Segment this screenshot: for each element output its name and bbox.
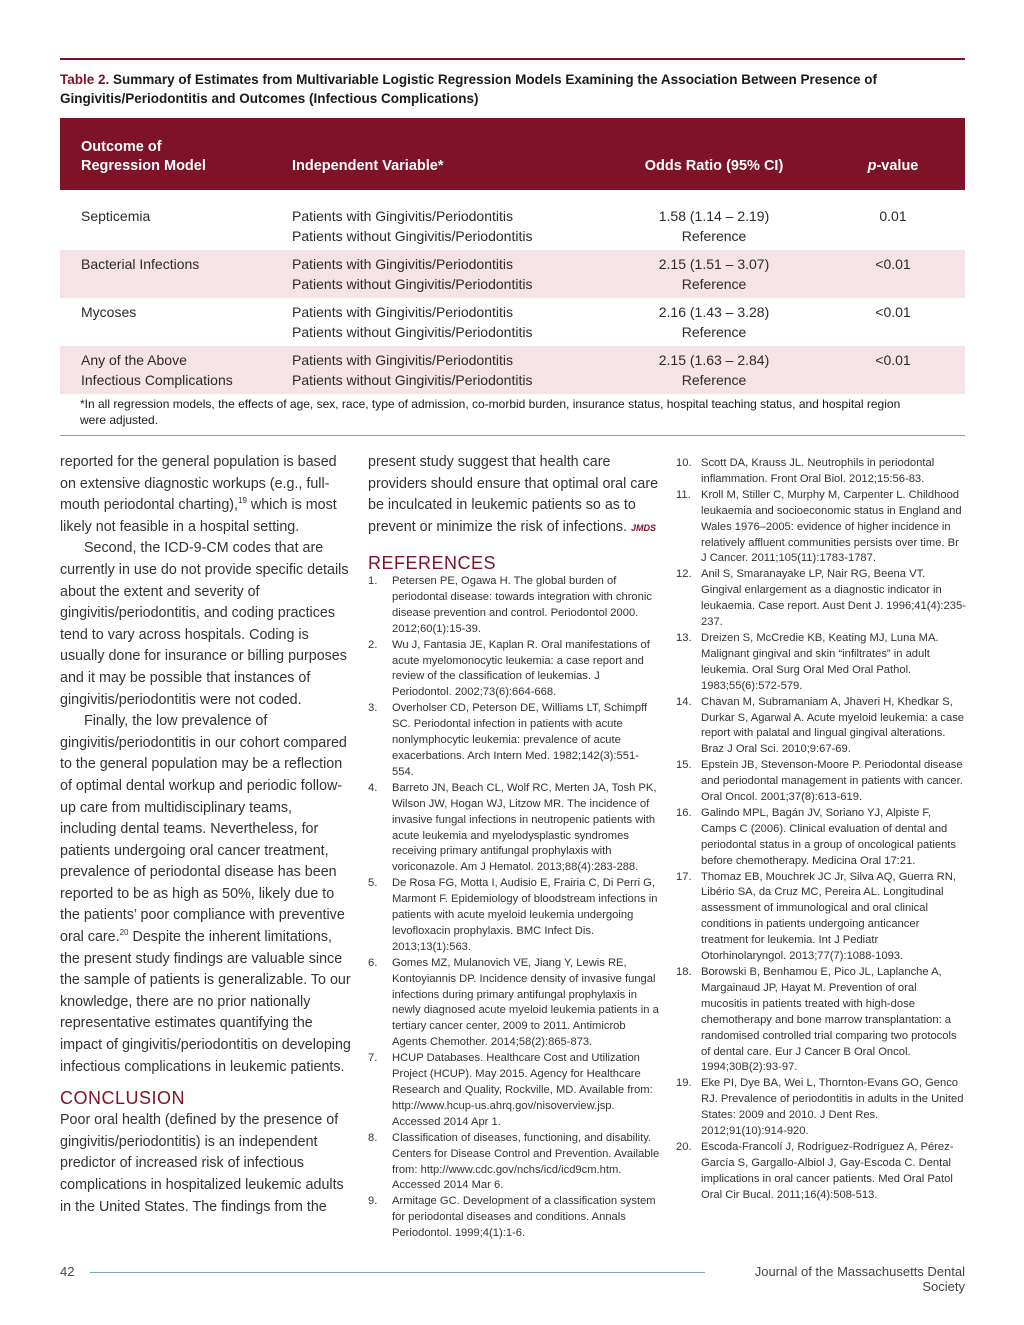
cell-independent xyxy=(292,302,632,342)
cell-independent xyxy=(292,350,632,390)
reference-item xyxy=(676,567,966,631)
ref-number: 7. xyxy=(368,1052,378,1065)
para3-text: Finally, the low prevalence of gingivitis/periodontitis in our cohort compared to the general population may be a reflection of optimal dental workup and periodic follow-up care from multidisciplinary teams, including dental teams. Nevertheless, for patients undergoing oral cancer treatment, prevalence of periodontal disease has been reported to be as high as 50%, likely due to the patients’ poor compliance with preventive oral care. xyxy=(60,713,347,946)
table-row xyxy=(60,202,965,250)
reference-item xyxy=(368,876,660,956)
cell-p-value: <0.01 xyxy=(875,256,911,272)
col2-text: present study suggest that health care providers should ensure that optimal oral care be inculcated in leukemic patients so as to prevent or minimize the risk of infections. xyxy=(368,454,659,535)
ref-text: Dreizen S, McCredie KB, Keating MJ, Luna MA. Malignant gingival and skin “infiltrates” in adult leukemia. Oral Surg Oral Med Oral Pathol. 1983;55(6):572-579. xyxy=(701,631,939,692)
header-outcome xyxy=(81,138,206,176)
cell-p-value: <0.01 xyxy=(875,304,911,320)
ref-number: 4. xyxy=(368,781,378,794)
ref-text: Kroll M, Stiller C, Murphy M, Carpenter L. Childhood leukaemia and socioeconomic status in England and Wales 1976–2005: evidence of higher incidence in relatively affluent communities persists over time. Br J Cancer. 2011;105(11):1783-1787. xyxy=(701,488,962,565)
ref-text: Overholser CD, Peterson DE, Williams LT, Schimpff SC. Periodontal infection in patients with acute nonlymphocytic leukemia: prevalence of acute exacerbations. Arch Intern Med. 1982;142(3):551-554. xyxy=(392,702,648,778)
ref-text: Anil S, Smaranayake LP, Nair RG, Beena VT. Gingival enlargement as a diagnostic indicator in leukaemia. Case report. Aust Dent J. 1996;41(4):235-237. xyxy=(701,568,966,629)
ref-number: 5. xyxy=(368,877,378,890)
ref-number: 16. xyxy=(676,806,692,819)
ref-number: 6. xyxy=(368,956,378,969)
ref-text: Barreto JN, Beach CL, Wolf RC, Merten JA, Tosh PK, Wilson JW, Hogan WJ, Litzow MR. The incidence of invasive fungal infections in neutropenic patients with acute leukemia and myelodysplastic syndromes receiving primary antifungal prophylaxis with voriconazole. Am J Hematol. 2013;88(4):283-288. xyxy=(392,781,657,874)
references-list-part2 xyxy=(676,456,966,1204)
ref-number: 1. xyxy=(368,575,378,587)
reference-item xyxy=(676,488,966,568)
reference-item xyxy=(368,1131,660,1195)
table-footnote: *In all regression models, the effects of age, sex, race, type of admission, co-morbid burden, insurance status, hospital teaching status, and hospital region were adjusted. xyxy=(80,397,901,427)
cell-outcome xyxy=(81,254,281,274)
var-with: Patients with Gingivitis/Periodontitis xyxy=(292,304,513,320)
reference-item xyxy=(676,456,966,488)
ref-number: 12. xyxy=(676,568,692,581)
reference-item xyxy=(676,695,966,759)
reference-item xyxy=(368,638,660,702)
var-without: Patients without Gingivitis/Periodontitis xyxy=(292,372,533,388)
ref-text: Epstein JB, Stevenson-Moore P. Periodontal disease and periodontal management in patients with cancer. Oral Oncol. 2001;37(8):613-619. xyxy=(701,759,963,804)
outcome-line1: Septicemia xyxy=(81,208,151,224)
ref-text: Classification of diseases, functioning, and disability. Centers for Disease Control and Prevention. Available from: http://www.cdc.gov/nchs/icd/icd9cm.htm. Accessed 2014 Mar 6. xyxy=(392,1131,660,1192)
ref-text: De Rosa FG, Motta I, Audisio E, Frairia C, Di Perri G, Marmont F. Epidemiology of bloodstream infections in patients with acute myeloid leukemia undergoing levofloxacin prophylaxis. BMC Infect Dis. 2013;13(1):563. xyxy=(392,877,658,953)
outcome-line1: Any of the Above xyxy=(81,352,187,368)
ref-number: 14. xyxy=(676,695,692,708)
cell-outcome xyxy=(81,206,281,226)
ref-number: 20. xyxy=(676,1140,692,1153)
table-title: Summary of Estimates from Multivariable Logistic Regression Models Examining the Association Between Presence of Gingivitis/Periodontitis and Outcomes (Infectious Complications) xyxy=(60,72,877,106)
cell-odds-ratio xyxy=(634,206,794,246)
var-without: Patients without Gingivitis/Periodontitis xyxy=(292,276,533,292)
body-paragraph: Second, the ICD-9-CM codes that are currently in use do not provide specific details about the extent and severity of gingivitis/periodontitis, and coding practices tend to vary across hospitals. Coding is usually done for insurance or billing purposes and it may be possible that instances of gingivitis/periodontitis were not coded. xyxy=(60,540,349,708)
outcome-line2: Infectious Complications xyxy=(81,372,233,388)
table-label: Table 2. xyxy=(60,72,110,87)
ref-text: Eke PI, Dye BA, Wei L, Thornton-Evans GO, Genco RJ. Prevalence of periodontitis in adults in the United States: 2009 and 2010. J Dent Res. 2012;91(10):914-920. xyxy=(701,1077,964,1138)
header-p-italic: p xyxy=(867,158,877,174)
ref-text: Petersen PE, Ogawa H. The global burden of periodontal disease: towards integration with chronic disease prevention and control. Periodontol 2000. 2012;60(1):15-39. xyxy=(392,575,652,635)
section-divider xyxy=(60,435,965,436)
references-heading: REFERENCES xyxy=(368,553,497,574)
header-outcome-line2: Regression Model xyxy=(81,158,206,174)
footer-rule xyxy=(90,1272,705,1273)
body-paragraph xyxy=(368,452,660,539)
cell-odds-ratio xyxy=(634,350,794,390)
table-header xyxy=(60,118,965,190)
ref-number: 19. xyxy=(676,1077,692,1090)
ref-number: 9. xyxy=(368,1195,378,1208)
top-rule xyxy=(60,58,965,60)
outcome-line1: Bacterial Infections xyxy=(81,256,200,272)
citation-sup: 19 xyxy=(238,496,247,506)
ref-text: Armitage GC. Development of a classification system for periodontal diseases and conditions. Annals Periodontol. 1999;4(1):1-6. xyxy=(392,1195,656,1240)
para1-text-end: which is most likely not feasible in a hospital setting. xyxy=(60,497,337,535)
para3-text-end: Despite the inherent limitations, the present study findings are valuable since the sample of patients is generalizable. To our knowledge, there are no prior nationally representative estimates quantifying the impact of gingivitis/periodontitis on developing infectious complications in leukemic patients. xyxy=(60,929,351,1075)
ref-number: 15. xyxy=(676,759,692,772)
reference-item xyxy=(368,574,660,638)
table-row xyxy=(60,346,965,394)
cell-independent xyxy=(292,206,632,246)
or-value: 2.15 (1.51 – 3.07) xyxy=(658,256,770,272)
table-caption xyxy=(60,70,960,108)
reference-item xyxy=(676,1140,966,1204)
header-odds-ratio: Odds Ratio (95% CI) xyxy=(644,158,784,174)
or-reference: Reference xyxy=(681,228,747,244)
reference-item xyxy=(676,631,966,695)
or-reference: Reference xyxy=(681,372,747,388)
ref-number: 18. xyxy=(676,966,692,978)
body-paragraph xyxy=(60,711,352,1078)
header-outcome-line1: Outcome of xyxy=(81,139,162,155)
header-p-value xyxy=(828,157,958,176)
or-value: 2.15 (1.63 – 2.84) xyxy=(658,352,770,368)
ref-number: 2. xyxy=(368,638,378,651)
body-column-1 xyxy=(60,452,352,1218)
var-without: Patients without Gingivitis/Periodontitis xyxy=(292,228,533,244)
ref-text: Gomes MZ, Mulanovich VE, Jiang Y, Lewis RE, Kontoyiannis DP. Incidence density of invasive fungal infections during primary antifungal prophylaxis in newly diagnosed acute myeloid leukemia patients in a tertiary cancer center, 2009 to 2011. Antimicrob Agents Chemother. 2014;58(2):865-873. xyxy=(392,956,659,1049)
cell-p-value: <0.01 xyxy=(875,352,911,368)
table-row xyxy=(60,298,965,346)
jmds-end-mark: JMDS xyxy=(631,522,657,533)
or-value: 1.58 (1.14 – 2.19) xyxy=(658,208,770,224)
reference-item xyxy=(676,965,966,1076)
reference-item xyxy=(368,701,660,781)
ref-number: 3. xyxy=(368,702,378,715)
cell-odds-ratio xyxy=(634,302,794,342)
cell-odds-ratio xyxy=(634,254,794,294)
header-independent-variable: Independent Variable* xyxy=(292,158,444,174)
reference-item xyxy=(368,1051,660,1131)
ref-number: 13. xyxy=(676,631,692,644)
ref-text: Wu J, Fantasia JE, Kaplan R. Oral manifestations of acute myelomonocytic leukemia: a case report and review of the classification of leukemias. J Periodontol. 2002;73(6):664-668. xyxy=(392,638,650,699)
var-with: Patients with Gingivitis/Periodontitis xyxy=(292,208,513,224)
regression-table xyxy=(60,118,965,394)
reference-item xyxy=(368,1194,660,1242)
var-with: Patients with Gingivitis/Periodontitis xyxy=(292,352,513,368)
cell-p-value: 0.01 xyxy=(879,208,907,224)
page-number: 42 xyxy=(60,1264,75,1279)
citation-sup: 20 xyxy=(119,928,129,938)
cell-outcome xyxy=(81,302,281,322)
journal-name: Journal of the Massachusetts Dental Society xyxy=(754,1264,965,1294)
ref-number: 11. xyxy=(676,488,691,501)
outcome-line1: Mycoses xyxy=(81,304,137,320)
body-column-2 xyxy=(368,452,660,575)
ref-text: Borowski B, Benhamou E, Pico JL, Laplanche A, Margainaud JP, Hayat M. Prevention of oral mucositis in patients treated with high-dose chemotherapy and bone marrow transplantation: a randomised controlled trial comparing two protocols of dental care. Eur J Cancer B Oral Oncol. 1994;30B(2):93-97. xyxy=(701,966,957,1074)
header-gap xyxy=(60,190,965,202)
cell-outcome xyxy=(81,350,281,390)
ref-number: 10. xyxy=(676,457,692,469)
ref-text: Chavan M, Subramaniam A, Jhaveri H, Khedkar S, Durkar S, Agarwal A. Acute myeloid leukemia: a case report with palatal and lingual gingival alterations. Braz J Oral Sci. 2010;9:67-69. xyxy=(701,695,965,756)
conclusion-paragraph: Poor oral health (defined by the presence of gingivitis/periodontitis) is an independent predictor of increased risk of infectious complications in hospitalized leukemic adults in the United States. The findings from the xyxy=(60,1112,344,1215)
ref-text: Escoda-Francolí J, Rodríguez-Rodríguez A, Pérez-García S, Gargallo-Albiol J, Gay-Escoda C. Dental implications in oral cancer patients. Med Oral Patol Oral Cir Bucal. 2011;16(4):508-513. xyxy=(701,1140,954,1201)
ref-text: HCUP Databases. Healthcare Cost and Utilization Project (HCUP). May 2015. Agency for Healthcare Research and Quality, Rockville, MD. Available from: http://www.hcup-us.ahrq.gov/nisoverview.jsp. Accessed 2014 Apr 1. xyxy=(392,1052,653,1128)
ref-text: Thomaz EB, Mouchrek JC Jr, Silva AQ, Guerra RN, Libério SA, da Cruz MC, Pereira AL. Longitudinal assessment of immunological and oral clinical conditions in patients undergoing anticancer treatment for leukemia. Int J Pediatr Otorhinolaryngol. 2013;77(7):1088-1093. xyxy=(701,870,956,963)
ref-text: Scott DA, Krauss JL. Neutrophils in periodontal inflammation. Front Oral Biol. 2012;15:56-83. xyxy=(701,457,935,485)
conclusion-heading: CONCLUSION xyxy=(60,1088,186,1109)
ref-text: Galindo MPL, Bagán JV, Soriano YJ, Alpiste F, Camps C (2006). Clinical evaluation of dental and periodontal status in a group of oncological patients before chemotherapy. Medicina Oral 17:21. xyxy=(701,806,956,867)
cell-independent xyxy=(292,254,632,294)
or-reference: Reference xyxy=(681,276,747,292)
header-p-rest: -value xyxy=(876,158,919,174)
reference-item xyxy=(676,758,966,806)
references-list-part1 xyxy=(368,574,660,1242)
para1-text: reported for the general population is based on extensive diagnostic workups (e.g., full-mouth periodontal charting), xyxy=(60,454,337,514)
or-value: 2.16 (1.43 – 3.28) xyxy=(658,304,770,320)
var-with: Patients with Gingivitis/Periodontitis xyxy=(292,256,513,272)
ref-number: 17. xyxy=(676,870,692,883)
reference-item xyxy=(676,1076,966,1140)
reference-item xyxy=(676,870,966,965)
reference-item xyxy=(676,806,966,870)
var-without: Patients without Gingivitis/Periodontitis xyxy=(292,324,533,340)
reference-item xyxy=(368,956,660,1051)
or-reference: Reference xyxy=(681,324,747,340)
ref-number: 8. xyxy=(368,1131,378,1144)
reference-item xyxy=(368,781,660,876)
table-row xyxy=(60,250,965,298)
body-paragraph xyxy=(60,452,352,538)
